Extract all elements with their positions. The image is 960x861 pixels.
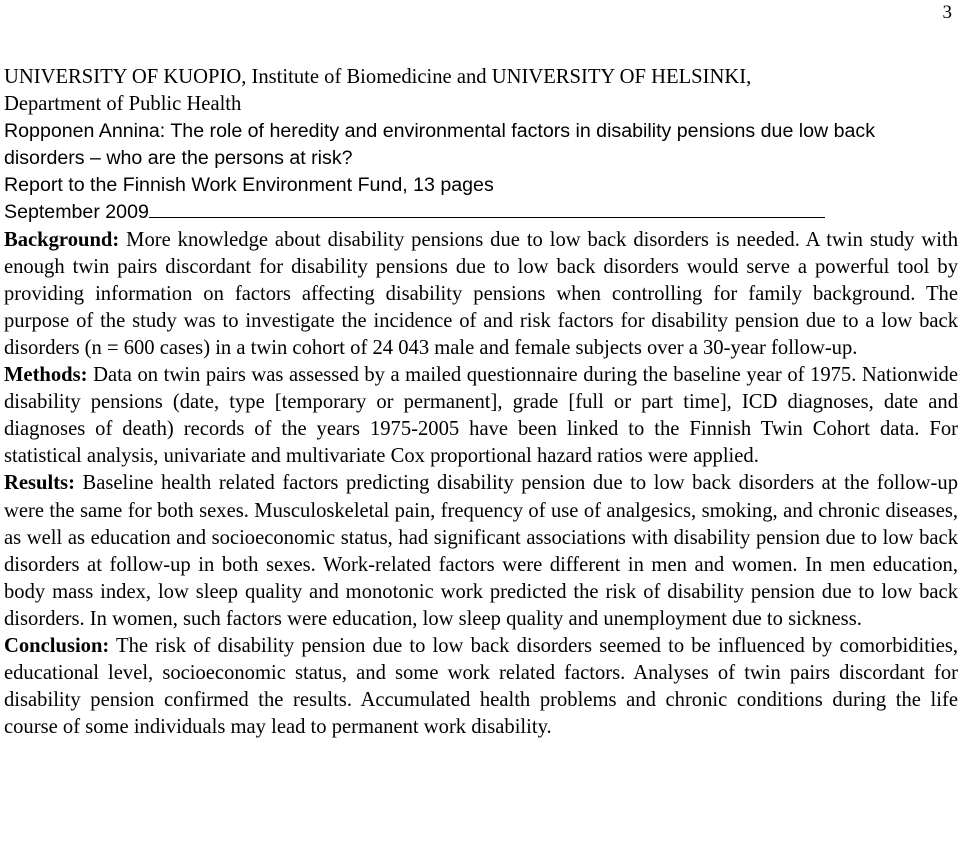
report-title: Ropponen Annina: The role of heredity and environmental factors in disability pensions due low back disorders – who are the persons at risk? xyxy=(4,120,876,170)
header-rule xyxy=(149,199,825,218)
report-date: September 2009 xyxy=(4,201,149,224)
results-text: Baseline health related factors predicting disability pension due to low back disorders at the follow-up were the same for both sexes. Musculoskeletal pain, frequency of use of analgesics, smoking, and chronic diseases, as well as education and socioeconomic status, had significant associations with disability pension due to low back disorders at follow-up in both sexes. Work-related factors were different in men and women. In men education, body mass index, low sleep quality and monotonic work predicted the risk of disability pension due to low back disorders. In women, such factors were education, low sleep quality and unemployment due to sickness. xyxy=(4,472,958,630)
methods-text: Data on twin pairs was assessed by a mailed questionnaire during the baseline year of 1975. Nationwide disability pensions (date, type [temporary or permanent], grade [full or part time], ICD diagnoses, date and diagnoses of death) records of the years 1975-2005 have been linked to the Finnish Twin Cohort data. For statistical analysis, univariate and multivariate Cox proportional hazard ratios were applied. xyxy=(4,364,958,468)
affiliation-line-2: Department of Public Health xyxy=(4,93,242,116)
methods-section xyxy=(4,362,958,470)
affiliation-line-1: UNIVERSITY OF KUOPIO, Institute of Biomedicine and UNIVERSITY OF HELSINKI, xyxy=(4,66,752,88)
background-label: Background: xyxy=(4,228,120,251)
results-section xyxy=(4,470,958,633)
methods-label: Methods: xyxy=(4,364,88,387)
document-body xyxy=(4,64,958,741)
report-info: Report to the Finnish Work Environment Fund, 13 pages xyxy=(4,174,494,197)
conclusion-text: The risk of disability pension due to low back disorders seemed to be influenced by comorbidities, educational level, socioeconomic status, and some work related factors. Analyses of twin pairs discordant for disability pension confirmed the results. Accumulated health problems and chronic conditions during the life course of some individuals may lead to permanent work disability. xyxy=(4,634,958,739)
conclusion-section xyxy=(4,633,958,741)
page-number: 3 xyxy=(942,2,952,23)
conclusion-label: Conclusion: xyxy=(4,634,110,657)
background-text: More knowledge about disability pensions due to low back disorders is needed. A twin study with enough twin pairs discordant for disability pensions due to low back disorders would serve a powerful tool by providing information on factors affecting disability pensions when controlling for family background. The purpose of the study was to investigate the incidence of and risk factors for disability pension due to a low back disorders (n = 600 cases) in a twin cohort of 24 043 male and female subjects over a 30-year follow-up. xyxy=(4,228,958,359)
results-label: Results: xyxy=(4,472,75,495)
background-section xyxy=(4,227,958,362)
report-date-line xyxy=(4,199,958,226)
